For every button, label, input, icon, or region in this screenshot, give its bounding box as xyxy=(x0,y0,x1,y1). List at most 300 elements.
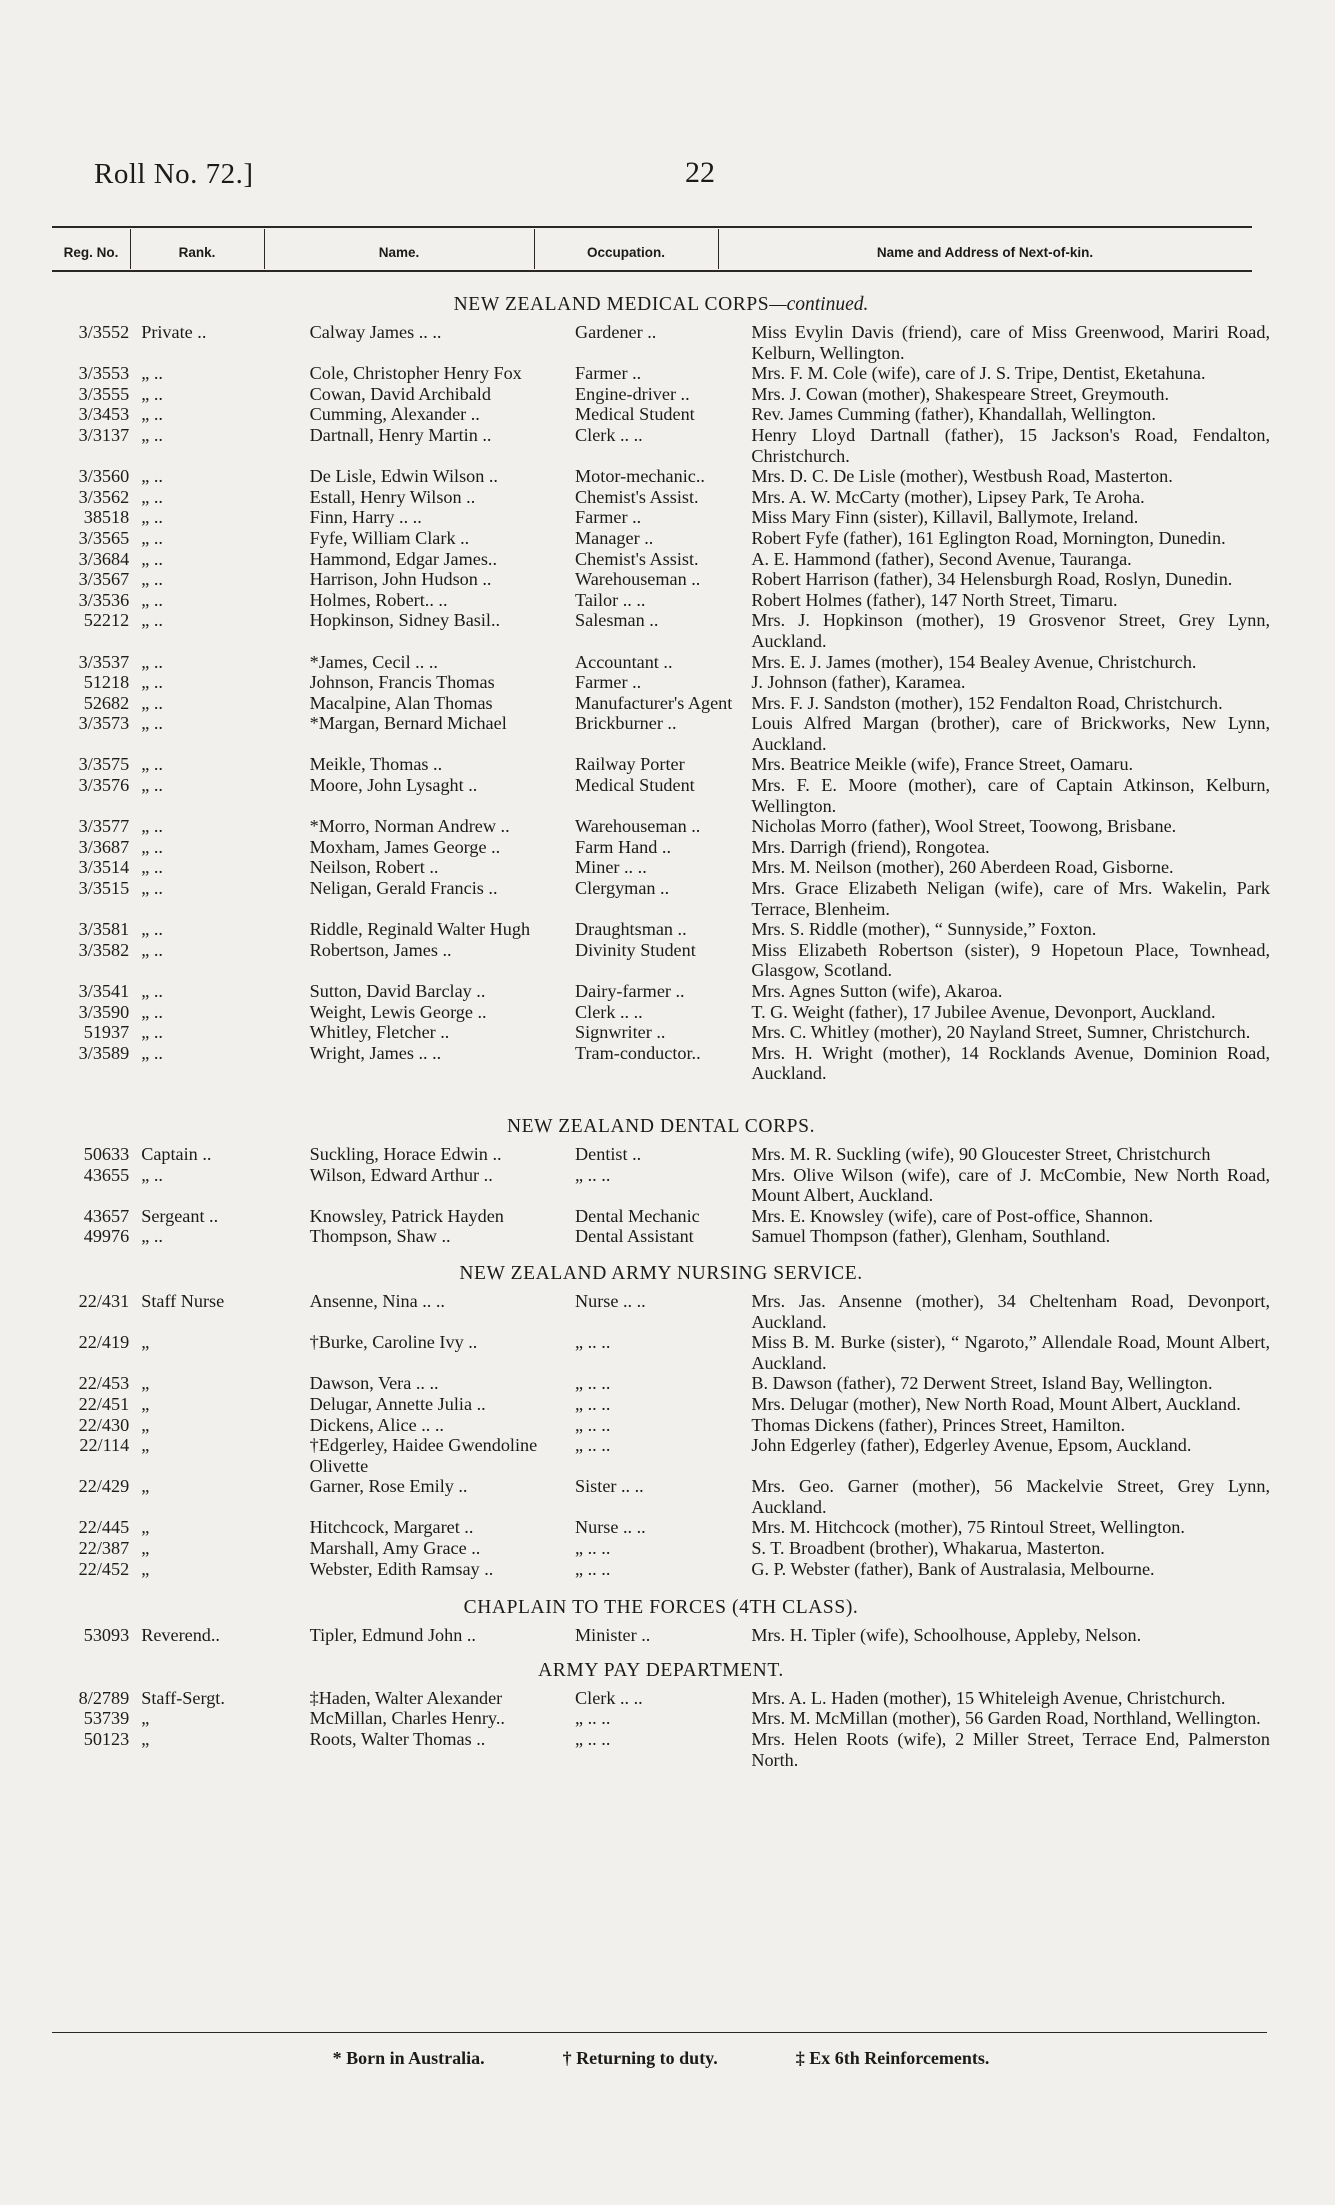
cell-rank: „ .. xyxy=(141,981,163,1001)
cell-next-of-kin: Mrs. F. E. Moore (mother), care of Captain Atkinson, Kelburn, Wellington. xyxy=(751,775,1270,816)
section-title xyxy=(52,292,1270,318)
cell-name: ‡Haden, Walter Alexander xyxy=(309,1687,503,1708)
footnote-returning-to-duty: † Returning to duty. xyxy=(562,2048,718,2068)
cell-name: Estall, Henry Wilson .. xyxy=(309,486,476,507)
cell-reg-no: 22/431 xyxy=(78,1290,130,1311)
cell-reg-no: 22/114 xyxy=(79,1435,130,1456)
cell-reg-no: 22/452 xyxy=(78,1558,130,1579)
cell-reg-no: 22/451 xyxy=(78,1393,130,1414)
column-header-name: Name. xyxy=(378,245,420,260)
cell-next-of-kin: Robert Fyfe (father), 161 Eglington Road, Mornington, Dunedin. xyxy=(751,527,1226,548)
cell-name: Harrison, John Hudson .. xyxy=(309,569,492,590)
table-row xyxy=(52,1688,1270,1709)
cell-occupation: „ .. .. xyxy=(575,1558,611,1579)
cell-rank: „ .. xyxy=(141,836,163,857)
cell-rank: „ .. xyxy=(141,404,163,425)
table-row xyxy=(52,837,1270,858)
section-title-text: NEW ZEALAND ARMY NURSING SERVICE. xyxy=(459,1262,863,1284)
cell-rank: „ .. xyxy=(141,569,163,590)
cell-name: Dartnall, Henry Martin .. xyxy=(309,424,492,445)
cell-occupation: Signwriter .. xyxy=(575,1022,666,1043)
cell-occupation: Tram-conductor.. xyxy=(575,1042,701,1063)
cell-occupation: Chemist's Assist. xyxy=(575,486,699,507)
section-title xyxy=(52,1658,1270,1684)
cell-occupation: Clerk .. .. xyxy=(575,1001,643,1022)
table-row xyxy=(52,610,1270,651)
cell-rank: „ .. xyxy=(141,363,163,384)
cell-reg-no: 43657 xyxy=(83,1205,130,1226)
cell-next-of-kin: Mrs. Jas. Ansenne (mother), 34 Cheltenham Road, Devonport, Auckland. xyxy=(751,1290,1270,1332)
cell-name: Wright, James .. .. xyxy=(309,1042,442,1063)
table-row xyxy=(52,569,1270,590)
cell-next-of-kin: B. Dawson (father), 72 Derwent Street, Island Bay, Wellington. xyxy=(751,1373,1213,1394)
cell-occupation: Farmer .. xyxy=(575,363,642,384)
cell-next-of-kin: Mrs. M. R. Suckling (wife), 90 Gloucester Street, Christchurch xyxy=(751,1143,1211,1164)
cell-occupation: Dairy-farmer .. xyxy=(575,981,685,1001)
table-row xyxy=(52,1415,1270,1436)
cell-name: Whitley, Fletcher .. xyxy=(309,1022,450,1043)
cell-occupation: Minister .. xyxy=(575,1625,651,1646)
table-row xyxy=(52,1538,1270,1559)
cell-next-of-kin: Mrs. J. Hopkinson (mother), 19 Grosvenor Street, Grey Lynn, Auckland. xyxy=(751,610,1270,651)
cell-rank: „ .. xyxy=(141,486,163,507)
cell-reg-no: 22/419 xyxy=(78,1332,130,1353)
cell-rank: „ .. xyxy=(141,424,163,445)
table-row xyxy=(52,940,1270,981)
table-row xyxy=(52,384,1270,405)
cell-occupation: „ .. .. xyxy=(575,1373,611,1394)
cell-rank: „ .. xyxy=(141,383,163,404)
table-row xyxy=(52,981,1270,1002)
cell-rank: „ xyxy=(141,1538,150,1559)
cell-occupation: Dental Assistant xyxy=(575,1226,694,1247)
cell-rank: „ xyxy=(141,1332,150,1353)
cell-next-of-kin: G. P. Webster (father), Bank of Australasia, Melbourne. xyxy=(751,1558,1155,1579)
cell-reg-no: 3/3555 xyxy=(78,383,130,404)
cell-next-of-kin: Mrs. E. Knowsley (wife), care of Post-office, Shannon. xyxy=(751,1205,1154,1226)
cell-rank: „ .. xyxy=(141,775,163,796)
column-header-next-of-kin: Name and Address of Next-of-kin. xyxy=(876,245,1094,260)
cell-rank: „ xyxy=(141,1435,150,1456)
cell-name: Knowsley, Patrick Hayden xyxy=(309,1205,504,1226)
cell-occupation: Divinity Student xyxy=(575,939,696,960)
cell-reg-no: 43655 xyxy=(83,1164,130,1185)
section-title-text: ARMY PAY DEPARTMENT. xyxy=(538,1659,784,1681)
cell-next-of-kin: Mrs. Beatrice Meikle (wife), France Street, Oamaru. xyxy=(751,754,1134,775)
cell-reg-no: 3/3552 xyxy=(78,322,130,342)
cell-name: Cowan, David Archibald xyxy=(309,383,491,404)
cell-reg-no: 3/3536 xyxy=(78,589,130,610)
table-row xyxy=(52,507,1270,528)
cell-occupation: Clerk .. .. xyxy=(575,1687,643,1708)
cell-rank: Staff Nurse xyxy=(141,1290,225,1311)
table-row xyxy=(52,1332,1270,1373)
table-row xyxy=(52,487,1270,508)
cell-reg-no: 53739 xyxy=(83,1708,130,1729)
cell-name: Hitchcock, Margaret .. xyxy=(309,1517,474,1538)
table-row xyxy=(52,322,1270,363)
cell-next-of-kin: Mrs. E. J. James (mother), 154 Bealey Avenue, Christchurch. xyxy=(751,651,1197,672)
cell-reg-no: 3/3565 xyxy=(78,527,130,548)
cell-occupation: Medical Student xyxy=(575,775,695,796)
cell-rank: „ .. xyxy=(141,754,163,775)
table-row xyxy=(52,1476,1270,1517)
footnote-ex-6th-reinforcements: ‡ Ex 6th Reinforcements. xyxy=(795,2048,990,2068)
cell-rank: „ .. xyxy=(141,919,163,940)
cell-name: Finn, Harry .. .. xyxy=(309,507,422,528)
header-top-rule xyxy=(52,226,1252,228)
cell-next-of-kin: Mrs. C. Whitley (mother), 20 Nayland Street, Sumner, Christchurch. xyxy=(751,1022,1251,1043)
section-title-suffix: —continued. xyxy=(769,294,869,315)
cell-name: Weight, Lewis George .. xyxy=(309,1001,487,1022)
cell-rank: „ .. xyxy=(141,816,163,837)
cell-name: Moxham, James George .. xyxy=(309,836,501,857)
footnote-born-in-australia: * Born in Australia. xyxy=(332,2048,485,2068)
table-row xyxy=(52,590,1270,611)
roll-section xyxy=(52,1658,1270,1770)
cell-next-of-kin: Mrs. Agnes Sutton (wife), Akaroa. xyxy=(751,981,1003,1001)
cell-occupation: Farm Hand .. xyxy=(575,836,671,857)
cell-name: Robertson, James .. xyxy=(309,939,452,960)
cell-reg-no: 3/3514 xyxy=(78,857,130,878)
cell-rank: „ .. xyxy=(141,878,163,899)
cell-name: Johnson, Francis Thomas xyxy=(309,672,495,693)
cell-rank: „ xyxy=(141,1729,150,1750)
cell-name: Hopkinson, Sidney Basil.. xyxy=(309,610,501,631)
cell-reg-no: 3/3581 xyxy=(78,919,130,940)
table-row xyxy=(52,816,1270,837)
cell-next-of-kin: Robert Holmes (father), 147 North Street, Timaru. xyxy=(751,589,1118,610)
table-row xyxy=(52,672,1270,693)
cell-reg-no: 3/3684 xyxy=(78,548,130,569)
roll-section xyxy=(52,1595,1270,1646)
table-row xyxy=(52,1002,1270,1023)
cell-name: Calway James .. .. xyxy=(309,322,442,342)
cell-occupation: Dental Mechanic xyxy=(575,1205,700,1226)
section-title-text: CHAPLAIN TO THE FORCES (4TH CLASS). xyxy=(463,1597,859,1619)
cell-rank: „ .. xyxy=(141,548,163,569)
table-row xyxy=(52,775,1270,816)
cell-occupation: Miner .. .. xyxy=(575,857,647,878)
cell-occupation: Motor-mechanic.. xyxy=(575,466,705,487)
cell-reg-no: 3/3567 xyxy=(78,569,130,590)
cell-name: Webster, Edith Ramsay .. xyxy=(309,1558,494,1579)
cell-occupation: Salesman .. xyxy=(575,610,659,631)
cell-name: Sutton, David Barclay .. xyxy=(309,981,486,1001)
table-row xyxy=(52,1729,1270,1770)
column-header-occupation: Occupation. xyxy=(586,245,665,260)
cell-name: Cole, Christopher Henry Fox xyxy=(309,363,522,384)
cell-name: Tipler, Edmund John .. xyxy=(309,1625,476,1646)
cell-name: *Margan, Bernard Michael xyxy=(309,713,507,734)
column-header-rank: Rank. xyxy=(178,245,216,260)
cell-name: Roots, Walter Thomas .. xyxy=(309,1729,486,1750)
cell-name: Meikle, Thomas .. xyxy=(309,754,443,775)
cell-occupation: Dentist .. xyxy=(575,1143,642,1164)
header-bottom-rule xyxy=(52,270,1252,272)
cell-occupation: Warehouseman .. xyxy=(575,816,701,837)
roll-section xyxy=(52,1114,1270,1247)
cell-reg-no: 3/3589 xyxy=(78,1042,130,1063)
section-title xyxy=(52,1114,1270,1140)
cell-occupation: Farmer .. xyxy=(575,672,642,693)
column-header-reg-no: Reg. No. xyxy=(63,245,119,260)
cell-name: Suckling, Horace Edwin .. xyxy=(309,1143,502,1164)
cell-reg-no: 22/387 xyxy=(78,1538,130,1559)
cell-occupation: „ .. .. xyxy=(575,1538,611,1559)
cell-next-of-kin: Samuel Thompson (father), Glenham, Southland. xyxy=(751,1226,1111,1247)
cell-rank: Private .. xyxy=(141,322,207,342)
cell-reg-no: 22/453 xyxy=(78,1373,130,1394)
table-row xyxy=(52,363,1270,384)
section-title xyxy=(52,1261,1270,1287)
cell-rank: „ .. xyxy=(141,507,163,528)
cell-reg-no: 51937 xyxy=(83,1022,130,1043)
section-title xyxy=(52,1595,1270,1621)
cell-next-of-kin: A. E. Hammond (father), Second Avenue, Tauranga. xyxy=(751,548,1132,569)
cell-next-of-kin: Mrs. A. L. Haden (mother), 15 Whiteleigh Avenue, Christchurch. xyxy=(751,1687,1226,1708)
cell-next-of-kin: Nicholas Morro (father), Wool Street, Toowong, Brisbane. xyxy=(751,816,1177,837)
cell-name: Garner, Rose Emily .. xyxy=(309,1476,468,1497)
cell-next-of-kin: John Edgerley (father), Edgerley Avenue, Epsom, Auckland. xyxy=(751,1435,1192,1456)
cell-name: *James, Cecil .. .. xyxy=(309,651,438,672)
cell-occupation: Clerk .. .. xyxy=(575,424,643,445)
footer-rule xyxy=(52,2032,1267,2033)
cell-rank: Reverend.. xyxy=(141,1625,220,1646)
cell-next-of-kin: Mrs. M. Neilson (mother), 260 Aberdeen Road, Gisborne. xyxy=(751,857,1174,878)
cell-rank: Sergeant .. xyxy=(141,1205,219,1226)
cell-reg-no: 3/3590 xyxy=(78,1001,130,1022)
cell-next-of-kin: Mrs. S. Riddle (mother), “ Sunnyside,” Foxton. xyxy=(751,919,1097,940)
cell-occupation: Brickburner .. xyxy=(575,713,677,734)
cell-name: Neligan, Gerald Francis .. xyxy=(309,878,498,899)
cell-reg-no: 3/3541 xyxy=(78,981,130,1001)
cell-reg-no: 3/3560 xyxy=(78,466,130,487)
cell-name: Wilson, Edward Arthur .. xyxy=(309,1164,493,1185)
cell-reg-no: 52682 xyxy=(83,692,130,713)
cell-name: Fyfe, William Clark .. xyxy=(309,527,470,548)
cell-next-of-kin: Mrs. Darrigh (friend), Rongotea. xyxy=(751,836,990,857)
table-row xyxy=(52,1708,1270,1729)
cell-rank: „ .. xyxy=(141,857,163,878)
cell-next-of-kin: Mrs. Delugar (mother), New North Road, Mount Albert, Auckland. xyxy=(751,1393,1241,1414)
cell-name: Holmes, Robert.. .. xyxy=(309,589,448,610)
cell-rank: „ .. xyxy=(141,1001,163,1022)
table-row xyxy=(52,1435,1270,1476)
cell-name: Macalpine, Alan Thomas xyxy=(309,692,493,713)
cell-next-of-kin: Thomas Dickens (father), Princes Street, Hamilton. xyxy=(751,1414,1126,1435)
table-row xyxy=(52,878,1270,919)
cell-rank: „ .. xyxy=(141,1226,163,1247)
cell-occupation: „ .. .. xyxy=(575,1708,611,1729)
cell-rank: „ .. xyxy=(141,527,163,548)
cell-occupation: Nurse .. .. xyxy=(575,1290,646,1311)
cell-reg-no: 3/3515 xyxy=(78,878,130,899)
cell-name: Marshall, Amy Grace .. xyxy=(309,1538,481,1559)
cell-name: Ansenne, Nina .. .. xyxy=(309,1290,445,1311)
cell-rank: „ xyxy=(141,1393,150,1414)
cell-occupation: Warehouseman .. xyxy=(575,569,701,590)
cell-occupation: Engine-driver .. xyxy=(575,383,690,404)
cell-reg-no: 3/3573 xyxy=(78,713,130,734)
cell-next-of-kin: Miss B. M. Burke (sister), “ Ngaroto,” Allendale Road, Mount Albert, Auckland. xyxy=(751,1332,1270,1373)
cell-occupation: Manager .. xyxy=(575,527,654,548)
cell-next-of-kin: Mrs. Helen Roots (wife), 2 Miller Street, Terrace End, Palmerston North. xyxy=(751,1729,1270,1770)
table-row xyxy=(52,1043,1270,1084)
roll-section xyxy=(52,292,1270,1084)
cell-occupation: Nurse .. .. xyxy=(575,1517,646,1538)
cell-reg-no: 22/429 xyxy=(78,1476,130,1497)
cell-next-of-kin: Henry Lloyd Dartnall (father), 15 Jackson's Road, Fendalton, Christchurch. xyxy=(751,424,1270,466)
cell-reg-no: 3/3562 xyxy=(78,486,130,507)
cell-reg-no: 3/3577 xyxy=(78,816,130,837)
cell-next-of-kin: Robert Harrison (father), 34 Helensburgh Road, Roslyn, Dunedin. xyxy=(751,569,1233,590)
table-row xyxy=(52,549,1270,570)
cell-next-of-kin: Mrs. M. McMillan (mother), 56 Garden Road, Northland, Wellington. xyxy=(751,1708,1261,1729)
cell-occupation: „ .. .. xyxy=(575,1729,611,1750)
table-row xyxy=(52,404,1270,425)
table-row xyxy=(52,1226,1270,1247)
cell-next-of-kin: Mrs. J. Cowan (mother), Shakespeare Street, Greymouth. xyxy=(751,383,1170,404)
cell-rank: „ xyxy=(141,1414,150,1435)
table-row xyxy=(52,919,1270,940)
table-row xyxy=(52,466,1270,487)
table-row xyxy=(52,1394,1270,1415)
cell-reg-no: 3/3553 xyxy=(78,363,130,384)
cell-occupation: Tailor .. .. xyxy=(575,589,646,610)
roll-body xyxy=(52,292,1270,1770)
cell-reg-no: 22/445 xyxy=(78,1517,130,1538)
cell-rank: „ .. xyxy=(141,1164,163,1185)
cell-occupation: Railway Porter xyxy=(575,754,685,775)
cell-rank: „ xyxy=(141,1476,150,1497)
cell-reg-no: 49976 xyxy=(83,1226,130,1247)
table-row xyxy=(52,754,1270,775)
cell-reg-no: 3/3537 xyxy=(78,651,130,672)
cell-next-of-kin: Mrs. A. W. McCarty (mother), Lipsey Park, Te Aroha. xyxy=(751,486,1145,507)
cell-reg-no: 51218 xyxy=(83,672,130,693)
cell-rank: „ .. xyxy=(141,692,163,713)
cell-next-of-kin: Mrs. Grace Elizabeth Neligan (wife), care of Mrs. Wakelin, Park Terrace, Blenheim. xyxy=(751,878,1270,919)
cell-rank: Captain .. xyxy=(141,1143,212,1164)
cell-rank: „ .. xyxy=(141,713,163,734)
cell-next-of-kin: Mrs. D. C. De Lisle (mother), Westbush Road, Masterton. xyxy=(751,466,1173,487)
cell-name: Thompson, Shaw .. xyxy=(309,1226,451,1247)
table-row xyxy=(52,528,1270,549)
cell-reg-no: 50123 xyxy=(83,1729,130,1750)
cell-occupation: Chemist's Assist. xyxy=(575,548,699,569)
table-row xyxy=(52,1022,1270,1043)
table-row xyxy=(52,693,1270,714)
cell-occupation: Manufacturer's Agent xyxy=(575,692,733,713)
cell-rank: „ xyxy=(141,1558,150,1579)
cell-name: †Edgerley, Haidee Gwendoline Olivette xyxy=(309,1435,538,1476)
cell-name: Neilson, Robert .. xyxy=(309,857,439,878)
cell-occupation: „ .. .. xyxy=(575,1393,611,1414)
cell-rank: „ .. xyxy=(141,610,163,631)
cell-reg-no: 38518 xyxy=(83,507,130,528)
table-row xyxy=(52,1517,1270,1538)
table-row xyxy=(52,1206,1270,1227)
section-title-text: NEW ZEALAND DENTAL CORPS. xyxy=(506,1115,816,1137)
cell-rank: „ xyxy=(141,1708,150,1729)
cell-next-of-kin: T. G. Weight (father), 17 Jubilee Avenue, Devonport, Auckland. xyxy=(751,1001,1216,1022)
cell-reg-no: 3/3137 xyxy=(78,424,130,445)
cell-rank: „ .. xyxy=(141,672,163,693)
cell-next-of-kin: Louis Alfred Margan (brother), care of Brickworks, New Lynn, Auckland. xyxy=(751,713,1270,754)
cell-next-of-kin: Mrs. H. Wright (mother), 14 Rocklands Avenue, Dominion Road, Auckland. xyxy=(751,1042,1270,1084)
cell-rank: Staff-Sergt. xyxy=(141,1687,225,1708)
table-row xyxy=(52,713,1270,754)
table-row xyxy=(52,1291,1270,1332)
cell-reg-no: 3/3453 xyxy=(78,404,130,425)
table-row xyxy=(52,857,1270,878)
cell-reg-no: 53093 xyxy=(83,1625,130,1646)
cell-rank: „ .. xyxy=(141,1022,163,1043)
cell-next-of-kin: Miss Elizabeth Robertson (sister), 9 Hopetoun Place, Townhead, Glasgow, Scotland. xyxy=(751,939,1270,981)
table-row xyxy=(52,652,1270,673)
cell-next-of-kin: Mrs. F. M. Cole (wife), care of J. S. Tripe, Dentist, Eketahuna. xyxy=(751,363,1206,384)
cell-rank: „ .. xyxy=(141,651,163,672)
cell-occupation: „ .. .. xyxy=(575,1332,611,1353)
table-row xyxy=(52,1559,1270,1580)
cell-occupation: Clergyman .. xyxy=(575,878,670,899)
cell-name: Moore, John Lysaght .. xyxy=(309,775,478,796)
cell-reg-no: 50633 xyxy=(83,1143,130,1164)
cell-name: †Burke, Caroline Ivy .. xyxy=(309,1332,478,1353)
section-title-text: NEW ZEALAND MEDICAL CORPS xyxy=(453,294,770,315)
table-row xyxy=(52,1625,1270,1646)
cell-reg-no: 22/430 xyxy=(78,1414,130,1435)
roll-number: Roll No. 72.] xyxy=(94,158,254,190)
cell-occupation: Sister .. .. xyxy=(575,1476,644,1497)
cell-name: De Lisle, Edwin Wilson .. xyxy=(309,466,498,487)
cell-next-of-kin: J. Johnson (father), Karamea. xyxy=(751,672,966,693)
cell-next-of-kin: Mrs. H. Tipler (wife), Schoolhouse, Appleby, Nelson. xyxy=(751,1625,1142,1646)
page-number: 22 xyxy=(685,156,715,189)
cell-occupation: Draughtsman .. xyxy=(575,919,687,940)
roll-section xyxy=(52,1261,1270,1579)
cell-occupation: Accountant .. xyxy=(575,651,673,672)
cell-name: Cumming, Alexander .. xyxy=(309,404,480,425)
table-row xyxy=(52,425,1270,466)
cell-reg-no: 3/3687 xyxy=(78,836,130,857)
cell-rank: „ .. xyxy=(141,1042,163,1063)
cell-rank: „ xyxy=(141,1373,150,1394)
cell-next-of-kin: Miss Mary Finn (sister), Killavil, Ballymote, Ireland. xyxy=(751,507,1139,528)
cell-name: Dawson, Vera .. .. xyxy=(309,1373,439,1394)
cell-occupation: „ .. .. xyxy=(575,1164,611,1185)
cell-name: Delugar, Annette Julia .. xyxy=(309,1393,486,1414)
table-row xyxy=(52,1165,1270,1206)
table-row xyxy=(52,1373,1270,1394)
cell-next-of-kin: Mrs. M. Hitchcock (mother), 75 Rintoul Street, Wellington. xyxy=(751,1517,1185,1538)
cell-name: Hammond, Edgar James.. xyxy=(309,548,497,569)
cell-reg-no: 3/3575 xyxy=(78,754,130,775)
cell-next-of-kin: Rev. James Cumming (father), Khandallah, Wellington. xyxy=(751,404,1156,425)
cell-name: Riddle, Reginald Walter Hugh xyxy=(309,919,531,940)
cell-occupation: „ .. .. xyxy=(575,1435,611,1456)
cell-name: Dickens, Alice .. .. xyxy=(309,1414,444,1435)
cell-reg-no: 8/2789 xyxy=(78,1687,130,1708)
cell-rank: „ .. xyxy=(141,466,163,487)
cell-occupation: Gardener .. xyxy=(575,322,657,342)
cell-rank: „ .. xyxy=(141,939,163,960)
cell-next-of-kin: S. T. Broadbent (brother), Whakarua, Masterton. xyxy=(751,1538,1105,1559)
sections-container xyxy=(52,292,1270,1770)
cell-occupation: „ .. .. xyxy=(575,1414,611,1435)
table-row xyxy=(52,1144,1270,1165)
